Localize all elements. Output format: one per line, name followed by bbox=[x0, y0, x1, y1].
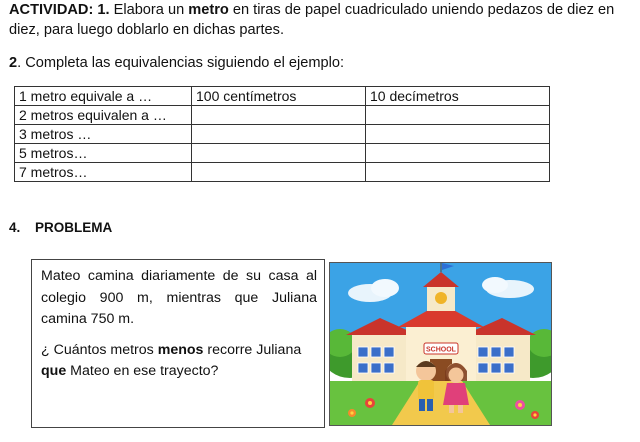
question-text-a: ¿ Cuántos metros bbox=[41, 341, 158, 358]
activity-bold-word: metro bbox=[188, 2, 229, 18]
problem-question bbox=[41, 340, 317, 383]
school-sign-text: SCHOOL bbox=[426, 346, 456, 354]
table-cell[interactable] bbox=[192, 163, 366, 182]
table-row bbox=[15, 144, 550, 163]
school-illustration bbox=[329, 262, 552, 426]
table-cell: 1 metro equivale a … bbox=[15, 87, 192, 106]
activity-paragraph bbox=[9, 0, 637, 40]
table-cell: 5 metros… bbox=[15, 144, 192, 163]
problem-statement: Mateo camina diariamente de su casa al colegio 900 m, mientras que Juliana camina 750 m. bbox=[41, 268, 317, 327]
table-cell[interactable] bbox=[366, 144, 550, 163]
table-row bbox=[15, 125, 550, 144]
table-cell[interactable] bbox=[192, 144, 366, 163]
question-text-b: recorre Juliana bbox=[203, 341, 302, 358]
instruction-text: . Completa las equivalencias siguiendo el ejemplo: bbox=[17, 55, 345, 71]
problem-heading bbox=[9, 219, 112, 237]
instruction-paragraph bbox=[9, 53, 344, 73]
table-cell: 2 metros equivalen a … bbox=[15, 106, 192, 125]
school-building-icon bbox=[330, 263, 551, 425]
table-row bbox=[15, 87, 550, 106]
activity-text-b: en tiras de papel cuadriculado uniendo pedazos de diez en diez, para luego doblarlo en dichas partes. bbox=[9, 2, 615, 38]
table-cell: 3 metros … bbox=[15, 125, 192, 144]
table-cell[interactable] bbox=[192, 125, 366, 144]
table-cell[interactable] bbox=[366, 163, 550, 182]
instruction-number: 2 bbox=[9, 55, 18, 71]
table-cell: 100 centímetros bbox=[192, 87, 366, 106]
question-text-c: Mateo en ese trayecto? bbox=[66, 363, 219, 379]
table-cell: 7 metros… bbox=[15, 163, 192, 182]
table-cell[interactable] bbox=[366, 125, 550, 144]
activity-label: ACTIVIDAD: 1. bbox=[9, 2, 110, 18]
problem-number: 4. bbox=[9, 220, 21, 235]
activity-text-a: Elabora un bbox=[109, 2, 189, 18]
problem-text bbox=[41, 266, 317, 383]
equivalence-table bbox=[14, 86, 550, 182]
table-cell: 10 decímetros bbox=[366, 87, 550, 106]
question-bold-menos: menos bbox=[157, 341, 204, 358]
question-bold-que: que bbox=[41, 363, 67, 379]
table-row bbox=[15, 163, 550, 182]
table-cell[interactable] bbox=[192, 106, 366, 125]
problem-title: PROBLEMA bbox=[35, 220, 113, 235]
table-row bbox=[15, 106, 550, 125]
table-cell[interactable] bbox=[366, 106, 550, 125]
